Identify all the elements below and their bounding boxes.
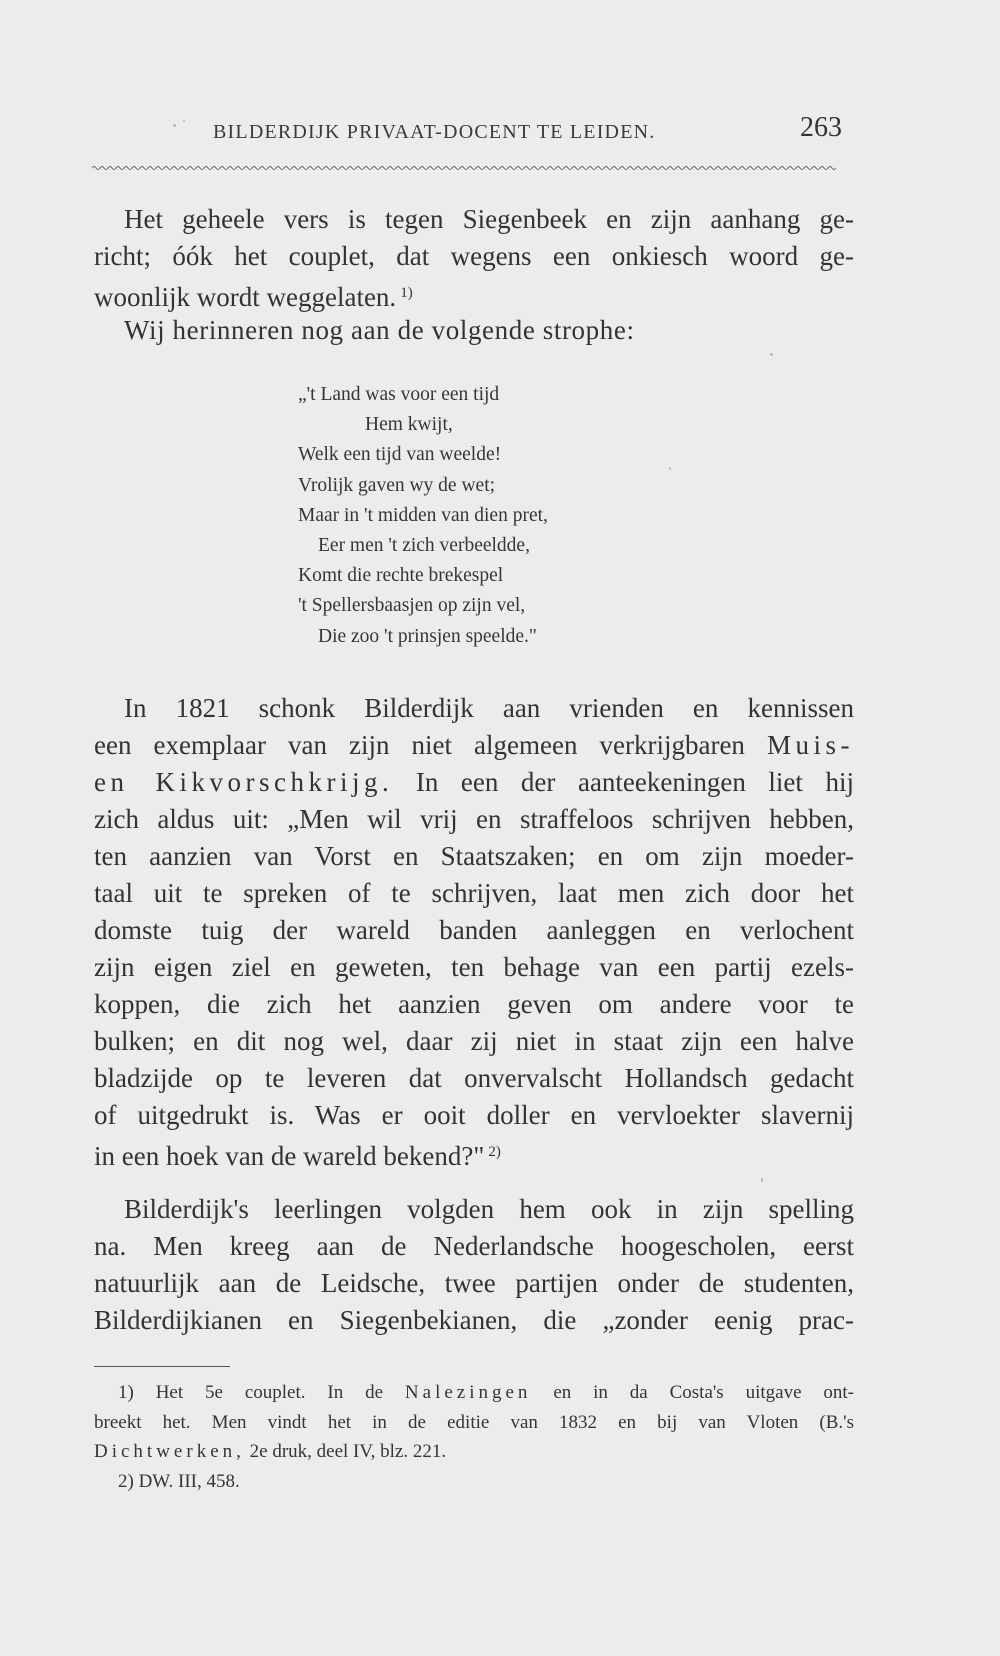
text-line: Het geheele vers is tegen Siegenbeek en zijn aanhang ge- bbox=[124, 204, 854, 234]
text-line: of uitgedrukt is. Was er ooit doller en vervloekter slavernij bbox=[94, 1100, 854, 1130]
text-segment: 2e druk, deel IV, blz. 221. bbox=[244, 1441, 447, 1462]
text-line: bulken; en dit nog wel, daar zij niet in staat zijn een halve bbox=[94, 1026, 854, 1056]
page-number: 263 bbox=[800, 112, 842, 143]
footnote-1-line bbox=[94, 1437, 854, 1467]
poem-line: Hem kwijt, bbox=[365, 414, 453, 436]
poem-line: Welk een tijd van weelde! bbox=[298, 444, 502, 466]
poem-line: „'t Land was voor een tijd bbox=[298, 384, 500, 405]
text-line: Wij herinneren nog aan de volgende strophe: bbox=[124, 315, 635, 345]
running-title: BILDERDIJK PRIVAAT-DOCENT TE LEIDEN. bbox=[213, 121, 656, 143]
text-line bbox=[94, 764, 854, 801]
footnote-separator bbox=[94, 1366, 230, 1367]
text-line bbox=[94, 727, 854, 764]
text-line: koppen, die zich het aanzien geven om andere voor te bbox=[94, 989, 854, 1019]
paragraph-1 bbox=[94, 201, 854, 316]
poem-line: Die zoo 't prinsjen speelde." bbox=[318, 625, 537, 647]
paper-speck bbox=[761, 1178, 763, 1182]
paragraph-4 bbox=[94, 1191, 854, 1339]
poem-line: Vrolijk gaven wy de wet; bbox=[298, 474, 496, 496]
text-line: ten aanzien van Vorst en Staatszaken; en om zijn moeder- bbox=[94, 841, 854, 871]
title-spaced: Nalezingen bbox=[404, 1382, 532, 1403]
poem-line: Eer men 't zich verbeeldde, bbox=[318, 535, 530, 557]
footnote-ref: 1) bbox=[400, 285, 413, 301]
paper-speck bbox=[669, 467, 671, 470]
text-line: zijn eigen ziel en geweten, ten behage van een partij ezels- bbox=[94, 952, 854, 982]
title-spaced: Dichtwerken, bbox=[94, 1441, 245, 1462]
text-line: richt; óók het couplet, dat wegens een onkiesch woord ge- bbox=[94, 241, 854, 271]
text-line: natuurlijk aan de Leidsche, twee partijen onder de studenten, bbox=[94, 1268, 854, 1298]
paper-speck bbox=[183, 120, 185, 122]
poem-line: 't Spellersbaasjen op zijn vel, bbox=[298, 595, 526, 617]
poem-line: Maar in 't midden van dien pret, bbox=[298, 504, 548, 526]
footnotes bbox=[94, 1378, 854, 1496]
text-line: domste tuig der wareld banden aanleggen en verlochent bbox=[94, 915, 854, 945]
text-line: taal uit te spreken of te schrijven, laat men zich door het bbox=[94, 878, 854, 908]
footnote-1-line bbox=[94, 1378, 854, 1408]
book-title-spaced: en Kikvorschkrijg. bbox=[94, 767, 394, 797]
paper-speck bbox=[173, 124, 176, 127]
text-segment: 1) Het 5e couplet. In de bbox=[118, 1382, 405, 1403]
text-line: bladzijde op te leveren dat onvervalscht Hollandsch gedacht bbox=[94, 1063, 854, 1093]
footnote-ref: 2) bbox=[488, 1144, 501, 1160]
text-line: Bilderdijk's leerlingen volgden hem ook in zijn spelling bbox=[124, 1194, 854, 1224]
book-title-spaced: Muis- bbox=[766, 730, 854, 760]
paper-speck bbox=[770, 353, 773, 356]
text-segment: en in da Costa's uitgave ont- bbox=[531, 1382, 854, 1403]
paragraph-2 bbox=[94, 312, 854, 349]
text-segment: In een der aanteekeningen liet hij bbox=[393, 767, 854, 797]
text-segment: woonlijk wordt weggelaten. bbox=[94, 282, 397, 312]
text-line bbox=[94, 275, 854, 316]
text-segment: in een hoek van de wareld bekend?" bbox=[94, 1141, 485, 1171]
text-segment: een exemplaar van zijn niet algemeen verkrijgbaren bbox=[94, 730, 767, 760]
text-line: Bilderdijkianen en Siegenbekianen, die „zonder eenig prac- bbox=[94, 1305, 854, 1335]
poem-stanza bbox=[298, 380, 548, 652]
text-line bbox=[94, 1134, 854, 1175]
poem-line: Komt die rechte brekespel bbox=[298, 565, 504, 587]
paragraph-3 bbox=[94, 690, 854, 1175]
text-line: na. Men kreeg aan de Nederlandsche hoogescholen, eerst bbox=[94, 1231, 854, 1261]
header-rule bbox=[92, 165, 838, 171]
text-line: zich aldus uit: „Men wil vrij en straffeloos schrijven hebben, bbox=[94, 804, 854, 834]
footnote-2: 2) DW. III, 458. bbox=[118, 1470, 240, 1492]
text-line: In 1821 schonk Bilderdijk aan vrienden en kennissen bbox=[124, 693, 854, 723]
footnote-1-line: breekt het. Men vindt het in de editie van 1832 en bij van Vloten (B.'s bbox=[94, 1411, 854, 1433]
